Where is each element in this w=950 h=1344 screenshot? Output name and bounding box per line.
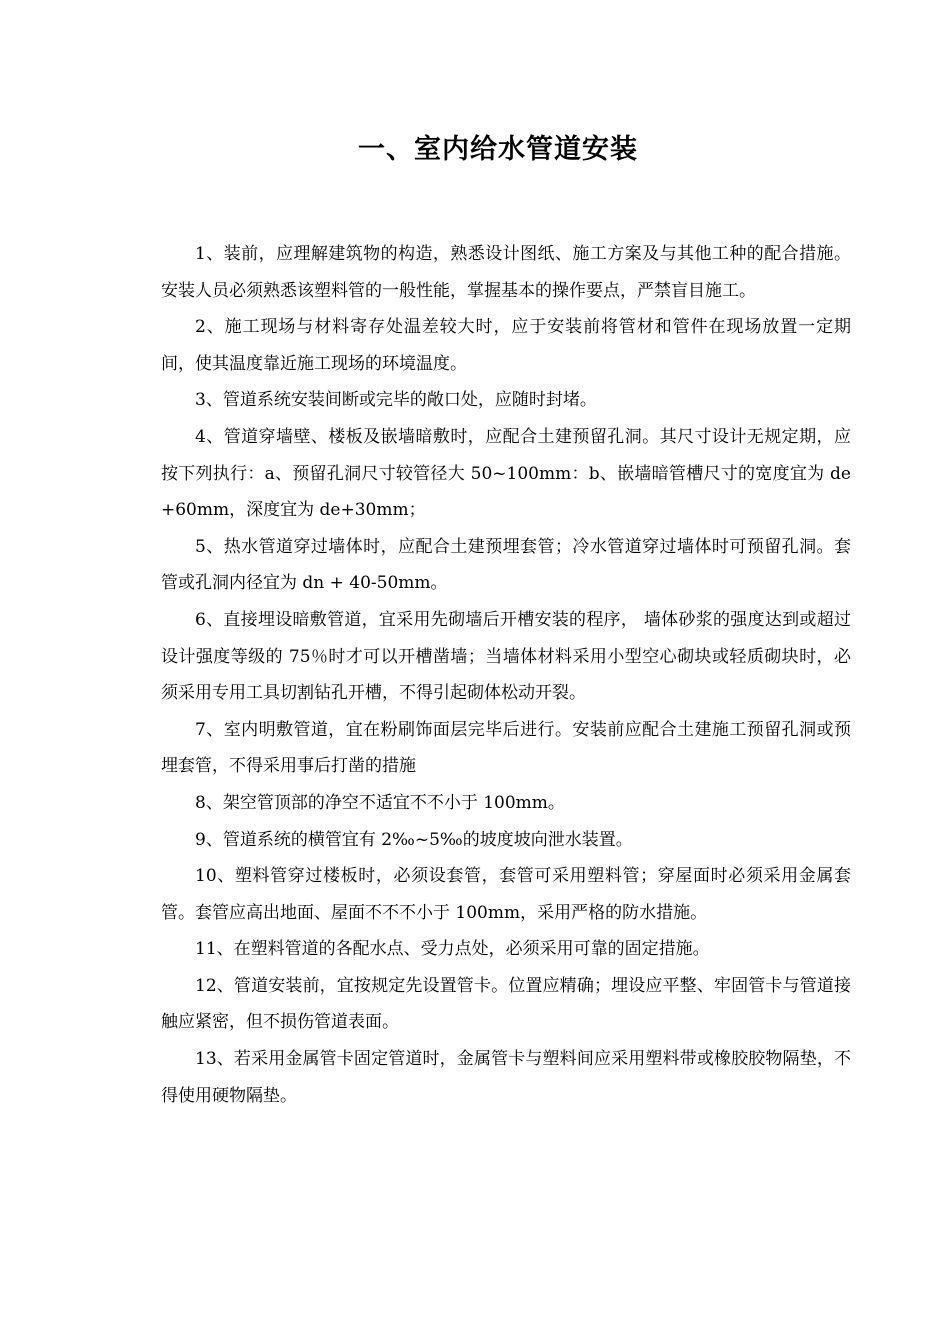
paragraph-13: 13、若采用金属管卡固定管道时，金属管卡与塑料间应采用塑料带或橡胶胶物隔垫，不得使用硬物隔垫。	[161, 1049, 851, 1106]
document-body	[161, 236, 851, 1114]
paragraph-9: 9、管道系统的横管宜有 2‰~5‰的坡度坡向泄水装置。	[195, 829, 633, 850]
paragraph-8: 8、架空管顶部的净空不适宜不不小于 100mm。	[195, 792, 565, 813]
paragraph-2: 2、施工现场与材料寄存处温差较大时，应于安装前将管材和管件在现场放置一定期间，使其温度靠近施工现场的环境温度。	[161, 317, 851, 374]
paragraph-5: 5、热水管道穿过墙体时，应配合土建预埋套管；冷水管道穿过墙体时可预留孔洞。套管或孔洞内径宜为 dn + 40-50mm。	[161, 536, 851, 594]
paragraph-1: 1、装前，应理解建筑物的构造，熟悉设计图纸、施工方案及与其他工种的配合措施。安装人员必须熟悉该塑料管的一般性能，掌握基本的操作要点，严禁盲目施工。	[161, 244, 851, 301]
paragraph-6: 6、直接埋设暗敷管道，宜采用先砌墙后开槽安装的程序， 墙体砂浆的强度达到或超过设计强度等级的 75％时才可以开槽凿墙；当墙体材料采用小型空心砌块或轻质砌块时，必须采用专用工具切割钻孔开槽，不得引起砌体松动开裂。	[161, 609, 851, 704]
document-title: 一、室内给水管道安装	[358, 134, 638, 165]
paragraph-12: 12、管道安装前，宜按规定先设置管卡。位置应精确；埋设应平整、牢固管卡与管道接触应紧密，但不损伤管道表面。	[161, 975, 851, 1033]
paragraph-11: 11、在塑料管道的各配水点、受力点处，必须采用可靠的固定措施。	[195, 939, 710, 960]
paragraph-7: 7、室内明敷管道，宜在粉刷饰面层完毕后进行。安装前应配合土建施工预留孔洞或预埋套管，不得采用事后打凿的措施	[161, 719, 851, 777]
paragraph-4: 4、管道穿墙壁、楼板及嵌墙暗敷时，应配合土建预留孔洞。其尺寸设计无规定期，应按下列执行：a、预留孔洞尺寸较管径大 50~100mm：b、嵌墙暗管槽尺寸的宽度宜为 de+60mm，深度宜为 de+30mm；	[161, 426, 851, 521]
paragraph-10: 10、塑料管穿过楼板时，必须设套管，套管可采用塑料管；穿屋面时必须采用金属套管。套管应高出地面、屋面不不不小于 100mm，采用严格的防水措施。	[161, 866, 851, 923]
paragraph-3: 3、管道系统安装间断或完毕的敞口处，应随时封堵。	[195, 390, 597, 411]
